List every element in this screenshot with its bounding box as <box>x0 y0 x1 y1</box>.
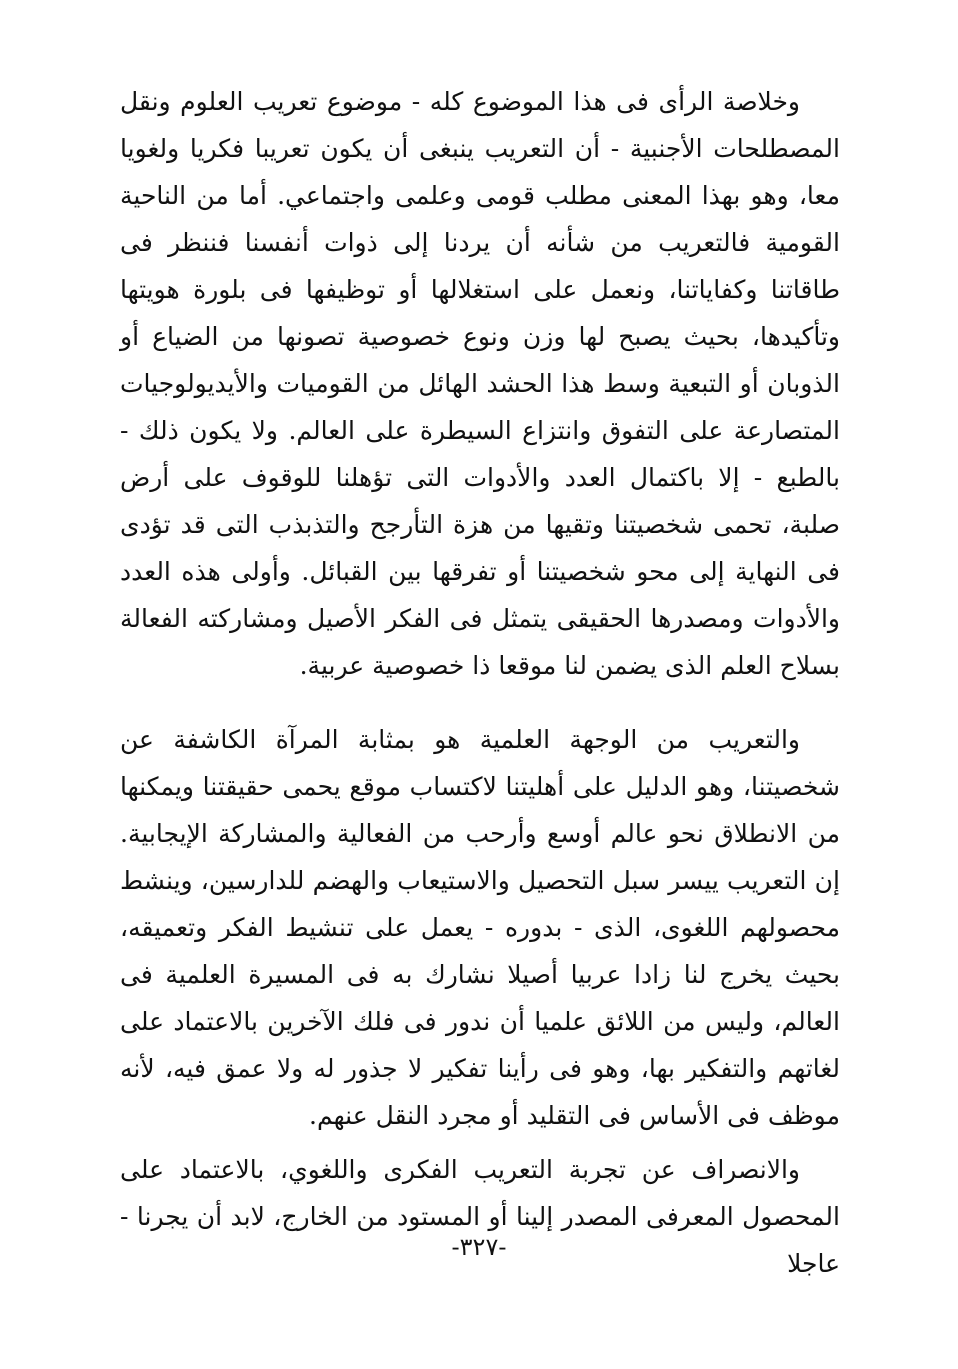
paragraph-3: والانصراف عن تجربة التعريب الفكرى واللغوي، بالاعتماد على المحصول المعرفى المصدر إلينا أو المستود من الخارج، لابد أن يجرنا - عاجلا <box>120 1155 840 1278</box>
page-number: -٣٢٧- <box>451 1233 507 1261</box>
paragraph-1: وخلاصة الرأى فى هذا الموضوع كله - موضوع تعريب العلوم ونقل المصطلحات الأجنبية - أن التعريب ينبغى أن يكون تعريبا فكريا ولغويا معا، وهو بهذا المعنى مطلب قومى وعلمى واجتماعي. أما من الناحية القومية فالتعريب من شأنه أن يردنا إلى ذوات أنفسنا فننظر فى طاقاتنا وكفاياتنا، ونعمل على استغلالها أو توظيفها فى بلورة هويتها وتأكيدها، بحيث يصبح لها وزن ونوع خصوصية تصونها من الضياع أو الذوبان أو التبعية وسط هذا الحشد الهائل من القوميات والأيديولوجيات المتصارعة على التفوق وانتزاع السيطرة على العالم. ولا يكون ذلك - بالطبع - إلا باكتمال العدد والأدوات التى تؤهلنا للوقوف على أرض صلبة، تحمى شخصيتنا وتقيها من هزة التأرجح والتذبذب التى قد تؤدى فى النهاية إلى محو شخصيتنا أو تفرقها بين القبائل. وأولى هذه العدد والأدوات ومصدرها الحقيقى يتمثل فى الفكر الأصيل ومشاركته الفعالة بسلاح العلم الذى يضمن لنا موقعا ذا خصوصية عربية. <box>120 87 840 680</box>
document-body <box>120 1146 840 1287</box>
document-body <box>120 716 840 1139</box>
document-body <box>120 78 840 689</box>
paragraph-2: والتعريب من الوجهة العلمية هو بمثابة المرآة الكاشفة عن شخصيتنا، وهو الدليل على أهليتنا لاكتساب موقع يحمى حقيقتنا ويمكنها من الانطلاق نحو عالم أوسع وأرحب من الفعالية والمشاركة الإيجابية. إن التعريب ييسر سبل التحصيل والاستيعاب والهضم للدارسين، وينشط محصولهم اللغوى، الذى - بدوره - يعمل على تنشيط الفكر وتعميقه، بحيث يخرج لنا زادا عربيا أصيلا نشارك به فى المسيرة العلمية فى العالم، وليس من اللائق علميا أن ندور فى فلك الآخرين بالاعتماد على لغاتهم والتفكير بها، وهو فى رأينا تفكير لا جذور له ولا عمق فيه، لأنه موظف فى الأساس فى التقليد أو مجرد النقل عنهم. <box>120 725 840 1130</box>
